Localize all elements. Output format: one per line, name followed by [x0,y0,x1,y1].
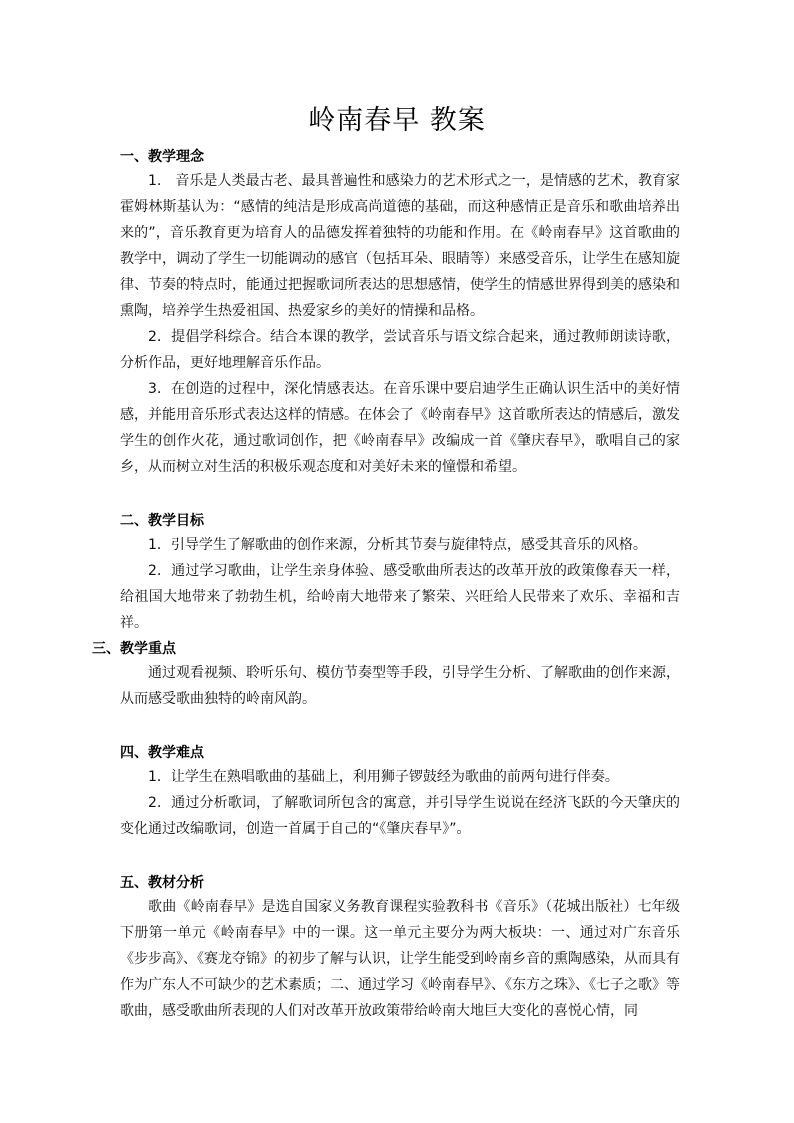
paragraph-difficulties-1: 1．让学生在熟唱歌曲的基础上，利用狮子锣鼓经为歌曲的前两句进行伴奏。 [148,769,619,785]
paragraph-philosophy-1: 1. 音乐是人类最古老、最具普遍性和感染力的艺术形式之一，是情感的艺术，教育家霍姆林斯基认为：“感情的纯洁是形成高尚道德的基础，而这种感情正是音乐和歌曲培养出来的”，音乐教育更为培育人的品德发挥着独特的功能和作用。在《岭南春早》这首歌曲的教学中，调动了学生一切能调动的感官（包括耳朵、眼睛等）来感受音乐，让学生在感知旋律、节奏的特点时，能通过把握歌词所表达的思想感情，使学生的情感世界得到美的感染和熏陶，培养学生热爱祖国、热爱家乡的美好的情操和品格。 [120,173,680,319]
section-heading-material-analysis: 五、教材分析 [120,875,204,891]
paragraph-philosophy-3: 3．在创造的过程中，深化情感表达。在音乐课中要启迪学生正确认识生活中的美好情感，并能用音乐形式表达这样的情感。在体会了《岭南春早》这首歌所表达的情感后，激发学生的创作火花，通过歌词创作，把《岭南春早》改编成一首《肇庆春早》，歌唱自己的家乡，从而树立对生活的积极乐观态度和对美好未来的憧憬和希望。 [120,381,680,475]
section-heading-philosophy: 一、教学理念 [120,149,204,165]
paragraph-difficulties-2: 2．通过分析歌词，了解歌词所包含的寓意，并引导学生说说在经济飞跃的今天肇庆的变化通过改编歌词，创造一首属于自己的“《肇庆春早》”。 [120,795,680,837]
document-title: 岭南春早 教案 [308,105,486,136]
section-heading-objectives: 二、教学目标 [120,513,204,529]
paragraph-objectives-1: 1．引导学生了解歌曲的创作来源，分析其节奏与旋律特点，感受其音乐的风格。 [148,537,647,553]
paragraph-material-analysis: 歌曲《岭南春早》是选自国家义务教育课程实验教科书《音乐》（花城出版社）七年级下册第一单元《岭南春早》中的一课。这一单元主要分为两大板块：一、通过对广东音乐《步步高》、《赛龙夺锦》的初步了解与认识，让学生能受到岭南乡音的熏陶感染，从而具有作为广东人不可缺少的艺术素质；二、通过学习《岭南春早》、《东方之珠》、《七子之歌》等歌曲，感受歌曲所表现的人们对改革开放政策带给岭南大地巨大变化的喜悦心情，同 [120,899,680,1019]
section-heading-difficulties: 四、教学难点 [120,745,204,761]
paragraph-objectives-2: 2．通过学习歌曲，让学生亲身体验、感受歌曲所表达的改革开放的政策像春天一样，给祖国大地带来了勃勃生机，给岭南大地带来了繁荣、兴旺给人民带来了欢乐、幸福和吉祥。 [120,563,680,631]
paragraph-key-points: 通过观看视频、聆听乐句、模仿节奏型等手段，引导学生分析、了解歌曲的创作来源，从而感受歌曲独特的岭南风韵。 [120,665,680,707]
paragraph-philosophy-2: 2．提倡学科综合。结合本课的教学，尝试音乐与语文综合起来，通过教师朗读诗歌，分析作品，更好地理解音乐作品。 [120,329,680,371]
section-heading-key-points: 三、教学重点 [92,641,176,657]
